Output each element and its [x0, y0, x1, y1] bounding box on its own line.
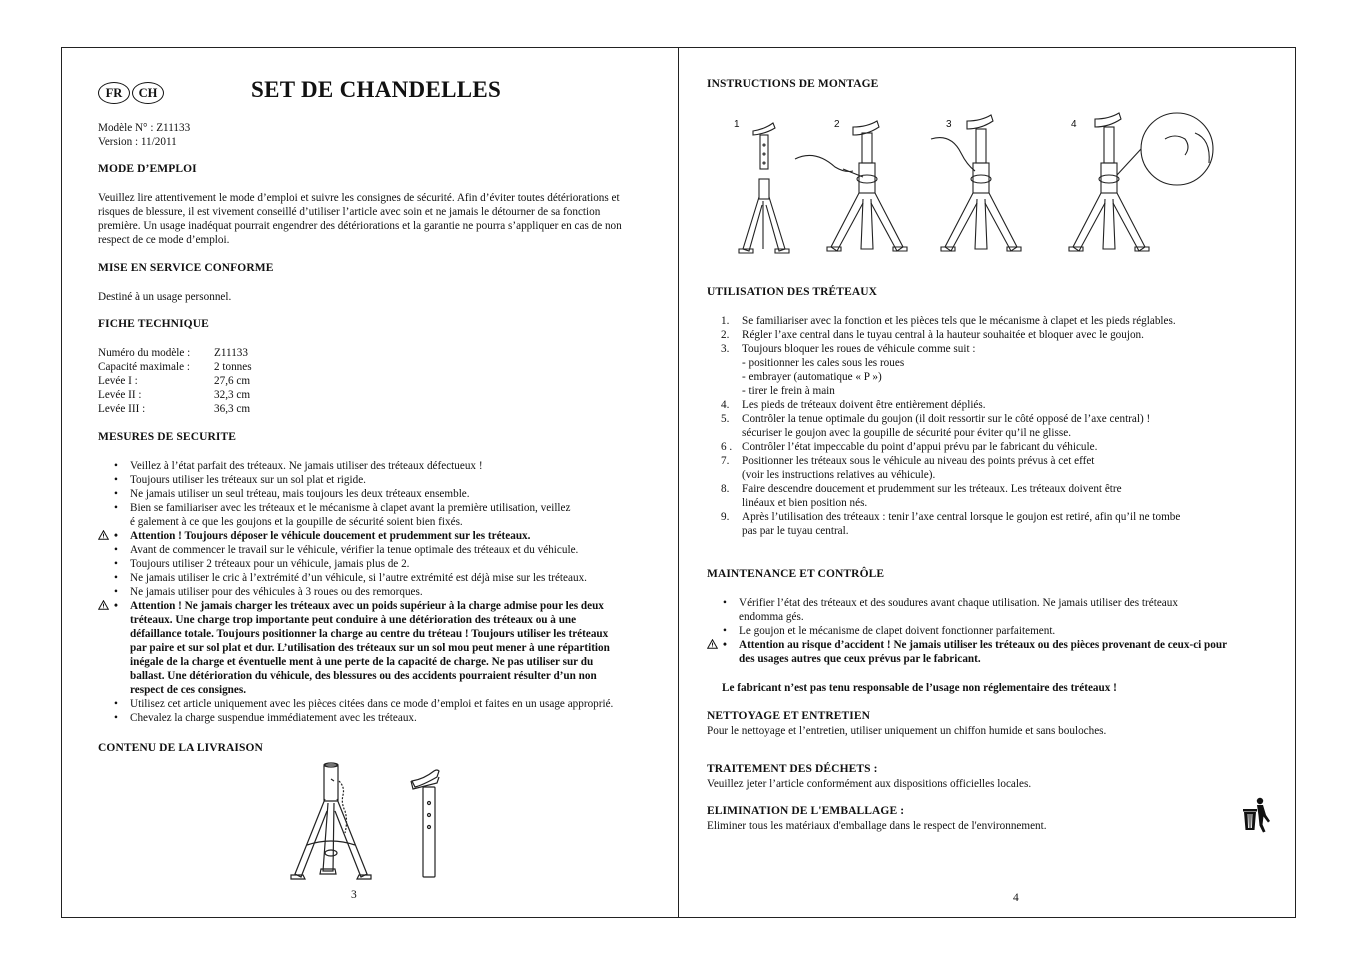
- document-title: SET DE CHANDELLES: [251, 77, 502, 102]
- step-item: [707, 482, 1267, 510]
- bullet-line: défaillance totale. Toujours positionner la charge au centre du tréteau ! Toujours utiliser les tréteaux: [130, 628, 609, 640]
- step-number: 1.: [721, 315, 730, 327]
- mode-line: risques de blessure, il est vivement conseillé d’utiliser l’article avec soin et ne jamais le détourner de sa fonction: [98, 206, 601, 218]
- dechets-heading: TRAITEMENT DES DÉCHETS :: [707, 763, 878, 775]
- model-line: Modèle N° : Z11133: [98, 122, 191, 134]
- bullet-line: Utilisez cet article uniquement avec les pièces citées dans ce mode d’emploi et faites en un usage approprié.: [130, 698, 614, 710]
- montage-heading: INSTRUCTIONS DE MONTAGE: [707, 78, 879, 90]
- spec-row: [98, 346, 252, 360]
- spec-key: Capacité maximale :: [98, 361, 190, 373]
- bullet-line: Avant de commencer le travail sur le véhicule, vérifier la tenue optimale des tréteaux et du véhicule.: [130, 544, 579, 556]
- mode-line: respect de ce mode d’emploi.: [98, 234, 230, 246]
- mode-line: Veuillez lire attentivement le mode d’emploi et suivre les consignes de sécurité. Afin d’éviter toutes détériorations et: [98, 192, 620, 204]
- spec-value: Z11133: [214, 347, 248, 359]
- page-divider: [678, 47, 679, 918]
- figure-label: 4: [1071, 119, 1077, 130]
- step-number: 3.: [721, 343, 730, 355]
- page-right: [680, 47, 1295, 918]
- bullet-dot: •: [114, 530, 118, 542]
- bullet-line: Attention ! Toujours déposer le véhicule doucement et prudemment sur les tréteaux.: [130, 530, 531, 542]
- step-number: 2.: [721, 329, 730, 341]
- step-line: Les pieds de tréteaux doivent être entièrement dépliés.: [742, 399, 986, 411]
- page-number-right: 4: [1013, 892, 1019, 904]
- step-number: 5.: [721, 413, 730, 425]
- step-line: Faire descendre doucement et prudemment sur les tréteaux. Les tréteaux doivent être: [742, 483, 1122, 495]
- step-line: pas par le tuyau central.: [742, 525, 849, 537]
- bullet-line: respect de ces consignes.: [130, 684, 246, 696]
- bullet-line: Veillez à l’état parfait des tréteaux. Ne jamais utiliser des tréteaux défectueux !: [130, 460, 483, 472]
- step-line: Contrôler la tenue optimale du goujon (il doit ressortir sur le côté opposé de l’axe central) !: [742, 413, 1151, 425]
- bullet-item: [98, 501, 658, 529]
- spec-row: [98, 360, 252, 374]
- step-item: [707, 328, 1267, 342]
- step-item: [707, 510, 1267, 538]
- dechets-text: Veuillez jeter l’article conformément aux dispositions officielles locales.: [707, 778, 1032, 790]
- delivery-contents-illustration: [287, 759, 477, 894]
- step-item: [707, 454, 1267, 482]
- bullet-item: [98, 557, 658, 571]
- mise-text: Destiné à un usage personnel.: [98, 291, 232, 303]
- bullet-dot: •: [723, 625, 727, 637]
- step-number: 4.: [721, 399, 730, 411]
- emballage-heading: ELIMINATION DE L'EMBALLAGE :: [707, 805, 905, 817]
- assembly-illustrations: [735, 109, 1280, 269]
- spec-row: [98, 374, 252, 388]
- bullet-line: tréteaux. Une charge trop importante peut conduire à une détérioration des tréteaux ou à une: [130, 614, 577, 626]
- step-line: linéaux et bien position nés.: [742, 497, 868, 509]
- figure-label: 3: [946, 119, 952, 130]
- securite-heading: MESURES DE SECURITE: [98, 431, 237, 443]
- step-item: [707, 342, 1267, 398]
- recycle-bin-icon: [1240, 797, 1272, 833]
- step-line: - positionner les cales sous les roues: [742, 357, 905, 369]
- bullet-dot: •: [114, 600, 118, 612]
- spec-row: [98, 402, 252, 416]
- bullet-dot: •: [114, 488, 118, 500]
- spec-table: [98, 346, 252, 416]
- maintenance-heading: MAINTENANCE ET CONTRÔLE: [707, 568, 885, 580]
- bullet-dot: •: [114, 502, 118, 514]
- bullet-line: Ne jamais utiliser pour des véhicules à 3 roues ou des remorques.: [130, 586, 423, 598]
- spec-key: Levée I :: [98, 375, 138, 387]
- bullet-line: Bien se familiariser avec les tréteaux et le mécanisme à clapet avant la première utilisation, veillez: [130, 502, 571, 514]
- bullet-line: des usages autres que ceux prévus par le fabricant.: [739, 653, 981, 665]
- bullet-line: inégale de la charge et éventuelle ment à une perte de la capacité de charge. Ne pas utiliser sur du: [130, 656, 594, 668]
- bullet-item: [98, 543, 658, 557]
- bullet-dot: •: [114, 586, 118, 598]
- bullet-dot: •: [114, 558, 118, 570]
- bullet-line: Le goujon et le mécanisme de clapet doivent fonctionner parfaitement.: [739, 625, 1056, 637]
- spec-value: 27,6 cm: [214, 375, 251, 387]
- step-line: Après l’utilisation des tréteaux : tenir l’axe central lorsque le goujon est retiré, afin qu’il ne tombe: [742, 511, 1181, 523]
- bullet-line: par paire et sur sol plat et dur. L’utilisation des tréteaux sur un sol mou peut mener à une répartition: [130, 642, 610, 654]
- utilisation-steps: [707, 314, 1267, 538]
- step-item: [707, 440, 1267, 454]
- step-line: Toujours bloquer les roues de véhicule comme suit :: [742, 343, 976, 355]
- bullet-line: Ne jamais utiliser le cric à l’extrémité d’un véhicule, si l’autre extrémité est déjà mise sur les tréteaux.: [130, 572, 587, 584]
- emballage-text: Eliminer tous les matériaux d'emballage dans le respect de l'environnement.: [707, 820, 1047, 832]
- bullet-item: [98, 585, 658, 599]
- spec-key: Levée III :: [98, 403, 146, 415]
- badge-ch: CH: [132, 82, 164, 104]
- step-line: (voir les instructions relatives au véhicule).: [742, 469, 936, 481]
- step-item: [707, 314, 1267, 328]
- mise-heading: MISE EN SERVICE CONFORME: [98, 262, 274, 274]
- fiche-heading: FICHE TECHNIQUE: [98, 318, 209, 330]
- mode-text: [98, 191, 658, 247]
- utilisation-heading: UTILISATION DES TRÉTEAUX: [707, 286, 878, 298]
- bullet-line: Toujours utiliser les tréteaux sur un sol plat et rigide.: [130, 474, 366, 486]
- mode-heading: MODE D’EMPLOI: [98, 163, 197, 175]
- contenu-heading: CONTENU DE LA LIVRAISON: [98, 742, 263, 754]
- bullet-dot: •: [114, 474, 118, 486]
- bullet-dot: •: [723, 597, 727, 609]
- bullet-line: Vérifier l’état des tréteaux et des soudures avant chaque utilisation. Ne jamais utiliser des tréteaux: [739, 597, 1178, 609]
- page-left: [62, 47, 678, 918]
- step-item: [707, 412, 1267, 440]
- version-line: Version : 11/2011: [98, 136, 177, 148]
- bullet-dot: •: [114, 544, 118, 556]
- spec-row: [98, 388, 252, 402]
- bullet-line: Attention au risque d’accident ! Ne jamais utiliser les tréteaux ou des pièces provenant de ceux-ci pour: [739, 639, 1228, 651]
- bullet-item: [98, 459, 658, 473]
- bullet-item: [707, 624, 1272, 638]
- nettoyage-text: Pour le nettoyage et l’entretien, utiliser uniquement un chiffon humide et sans bouloches.: [707, 725, 1107, 737]
- bullet-dot: •: [114, 698, 118, 710]
- step-line: sécuriser le goujon avec la goupille de sécurité pour éviter qu’il ne glisse.: [742, 427, 1071, 439]
- fabricant-note: Le fabricant n’est pas tenu responsable de l’usage non réglementaire des tréteaux !: [722, 682, 1117, 694]
- step-line: Contrôler l’état impeccable du point d’appui prévu par le fabricant du véhicule.: [742, 441, 1098, 453]
- step-line: - embrayer (automatique « P »): [742, 371, 882, 383]
- step-line: Régler l’axe central dans le tuyau central à la hauteur souhaitée et bloquer avec le goujon.: [742, 329, 1144, 341]
- bullet-line: endomma gés.: [739, 611, 804, 623]
- bullet-line: Ne jamais utiliser un seul tréteau, mais toujours les deux tréteaux ensemble.: [130, 488, 470, 500]
- spec-value: 32,3 cm: [214, 389, 251, 401]
- figure-label: 1: [734, 119, 740, 130]
- step-line: Se familiariser avec la fonction et les pièces tels que le mécanisme à clapet et les pieds réglables.: [742, 315, 1176, 327]
- bullet-dot: •: [114, 712, 118, 724]
- warning-triangle-icon: [98, 600, 109, 610]
- warning-triangle-icon: [707, 639, 718, 649]
- bullet-line: é galement à ce que les goujons et la goupille de sécurité soient bien fixés.: [130, 516, 463, 528]
- step-number: 7.: [721, 455, 730, 467]
- step-number: 8.: [721, 483, 730, 495]
- bullet-item: [98, 487, 658, 501]
- maintenance-list: [707, 596, 1272, 666]
- bullet-item: [98, 571, 658, 585]
- bullet-item: [98, 697, 658, 711]
- bullet-item: [707, 638, 1272, 666]
- figure-label: 2: [834, 119, 840, 130]
- model-info: [98, 121, 190, 149]
- bullet-dot: •: [114, 460, 118, 472]
- step-line: - tirer le frein à main: [742, 385, 835, 397]
- bullet-item: [98, 473, 658, 487]
- spec-value: 36,3 cm: [214, 403, 251, 415]
- bullet-line: ballast. Une détérioration du véhicule, des blessures ou des accidents pourraient résulter d’un non: [130, 670, 597, 682]
- bullet-line: Toujours utiliser 2 tréteaux pour un véhicule, jamais plus de 2.: [130, 558, 410, 570]
- bullet-item: [98, 711, 658, 725]
- spec-value: 2 tonnes: [214, 361, 252, 373]
- bullet-item: [98, 529, 658, 543]
- spec-key: Numéro du modèle :: [98, 347, 191, 359]
- bullet-item: [98, 599, 658, 697]
- bullet-line: Chevalez la charge suspendue immédiatement avec les tréteaux.: [130, 712, 417, 724]
- bullet-dot: •: [114, 572, 118, 584]
- bullet-dot: •: [723, 639, 727, 651]
- mode-line: première. Un usage inadéquat pourrait engendrer des détériorations et la garantie ne pourra s’appliquer en cas de non: [98, 220, 622, 232]
- badge-fr: FR: [98, 82, 130, 104]
- page-number-left: 3: [351, 889, 357, 901]
- bullet-line: Attention ! Ne jamais charger les tréteaux avec un poids supérieur à la charge admise pour les deux: [130, 600, 604, 612]
- bullet-item: [707, 596, 1272, 624]
- step-number: 9.: [721, 511, 730, 523]
- warning-triangle-icon: [98, 530, 109, 540]
- country-badges: [98, 82, 164, 104]
- securite-list: [98, 459, 658, 725]
- spec-key: Levée II :: [98, 389, 142, 401]
- step-item: [707, 398, 1267, 412]
- step-number: 6 .: [721, 441, 733, 453]
- step-line: Positionner les tréteaux sous le véhicule au niveau des points prévus à cet effet: [742, 455, 1095, 467]
- nettoyage-heading: NETTOYAGE ET ENTRETIEN: [707, 710, 871, 722]
